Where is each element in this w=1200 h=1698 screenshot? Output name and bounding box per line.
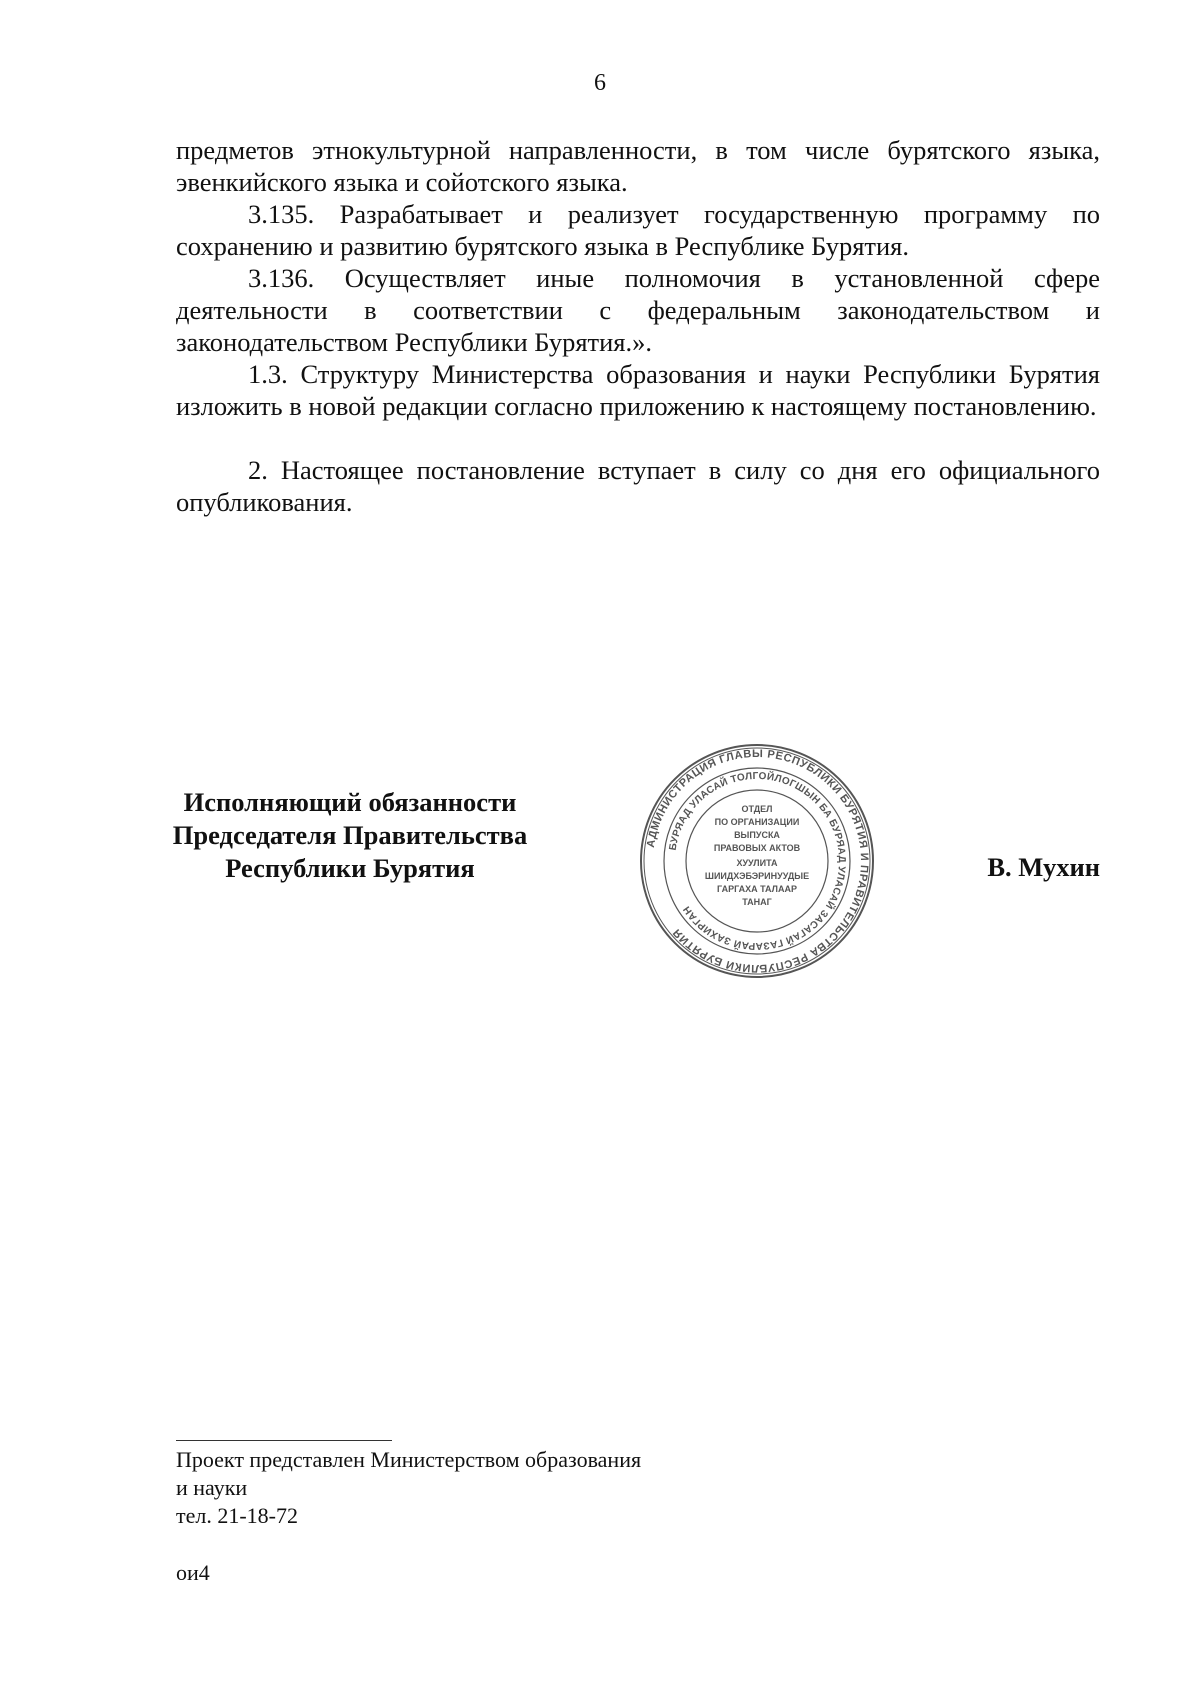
paragraph-continuation: предметов этнокультурной направленности, в том числе бурятского языка, эвенкийского языка и сойотского языка.	[176, 135, 1100, 197]
seal-center-line: ОТДЕЛ	[741, 804, 773, 814]
seal-center-line: ШИИДХЭБЭРИНУУДЫЕ	[704, 871, 810, 881]
paragraph-1-3: 1.3. Структуру Министерства образования и науки Республики Бурятия изложить в новой редакции согласно приложению к настоящему постановлению.	[176, 359, 1100, 421]
footnote	[176, 1446, 641, 1530]
seal-center-line: ХУУЛИТА	[736, 858, 778, 868]
signatory-title	[140, 786, 560, 885]
seal-outer-text: АДМИНИСТРАЦИЯ ГЛАВЫ РЕСПУБЛИКИ БУРЯТИЯ И ПРАВИТЕЛЬСТВА РЕСПУБЛИКИ БУРЯТИЯ	[644, 747, 871, 975]
document-code: ои4	[176, 1560, 210, 1585]
paragraph-3-136: 3.136. Осуществляет иные полномочия в установленной сфере деятельности в соответствии с федеральным законодательством и законодательством Республики Бурятия.».	[176, 263, 1100, 357]
seal-center-line: ВЫПУСКА	[734, 830, 780, 840]
seal-center-line: ТАНАГ	[742, 897, 772, 907]
official-seal	[638, 742, 876, 980]
seal-center-line: ПРАВОВЫХ АКТОВ	[713, 843, 801, 853]
footnote-line: и науки	[176, 1475, 248, 1500]
footnote-line: Проект представлен Министерством образования	[176, 1447, 642, 1472]
signatory-name: В. Мухин	[987, 852, 1100, 882]
footnote-divider	[176, 1440, 392, 1441]
seal-inner-text: БУРЯАД УЛАСАЙ ТОЛГОЙЛОГШЫН БА БУРЯАД УЛАСАЙ ЗАСАГАЙ ГАЗАРАЙ ЗАХИРГАН	[667, 770, 848, 952]
signatory-title-line: Исполняющий обязанности	[183, 787, 517, 817]
seal-center-line: ГАРГАХА ТАЛААР	[717, 884, 797, 894]
seal-center-line: ПО ОРГАНИЗАЦИИ	[714, 817, 800, 827]
paragraph-3-135: 3.135. Разрабатывает и реализует государственную программу по сохранению и развитию бурятского языка в Республике Бурятия.	[176, 199, 1100, 261]
footnote-line: тел. 21-18-72	[176, 1503, 299, 1528]
signatory-title-line: Председателя Правительства	[172, 820, 528, 850]
signatory-title-line: Республики Бурятия	[225, 853, 475, 883]
document-body	[176, 134, 1100, 518]
paragraph-2: 2. Настоящее постановление вступает в силу со дня его официального опубликования.	[176, 455, 1100, 517]
page-number: 6	[594, 70, 606, 96]
